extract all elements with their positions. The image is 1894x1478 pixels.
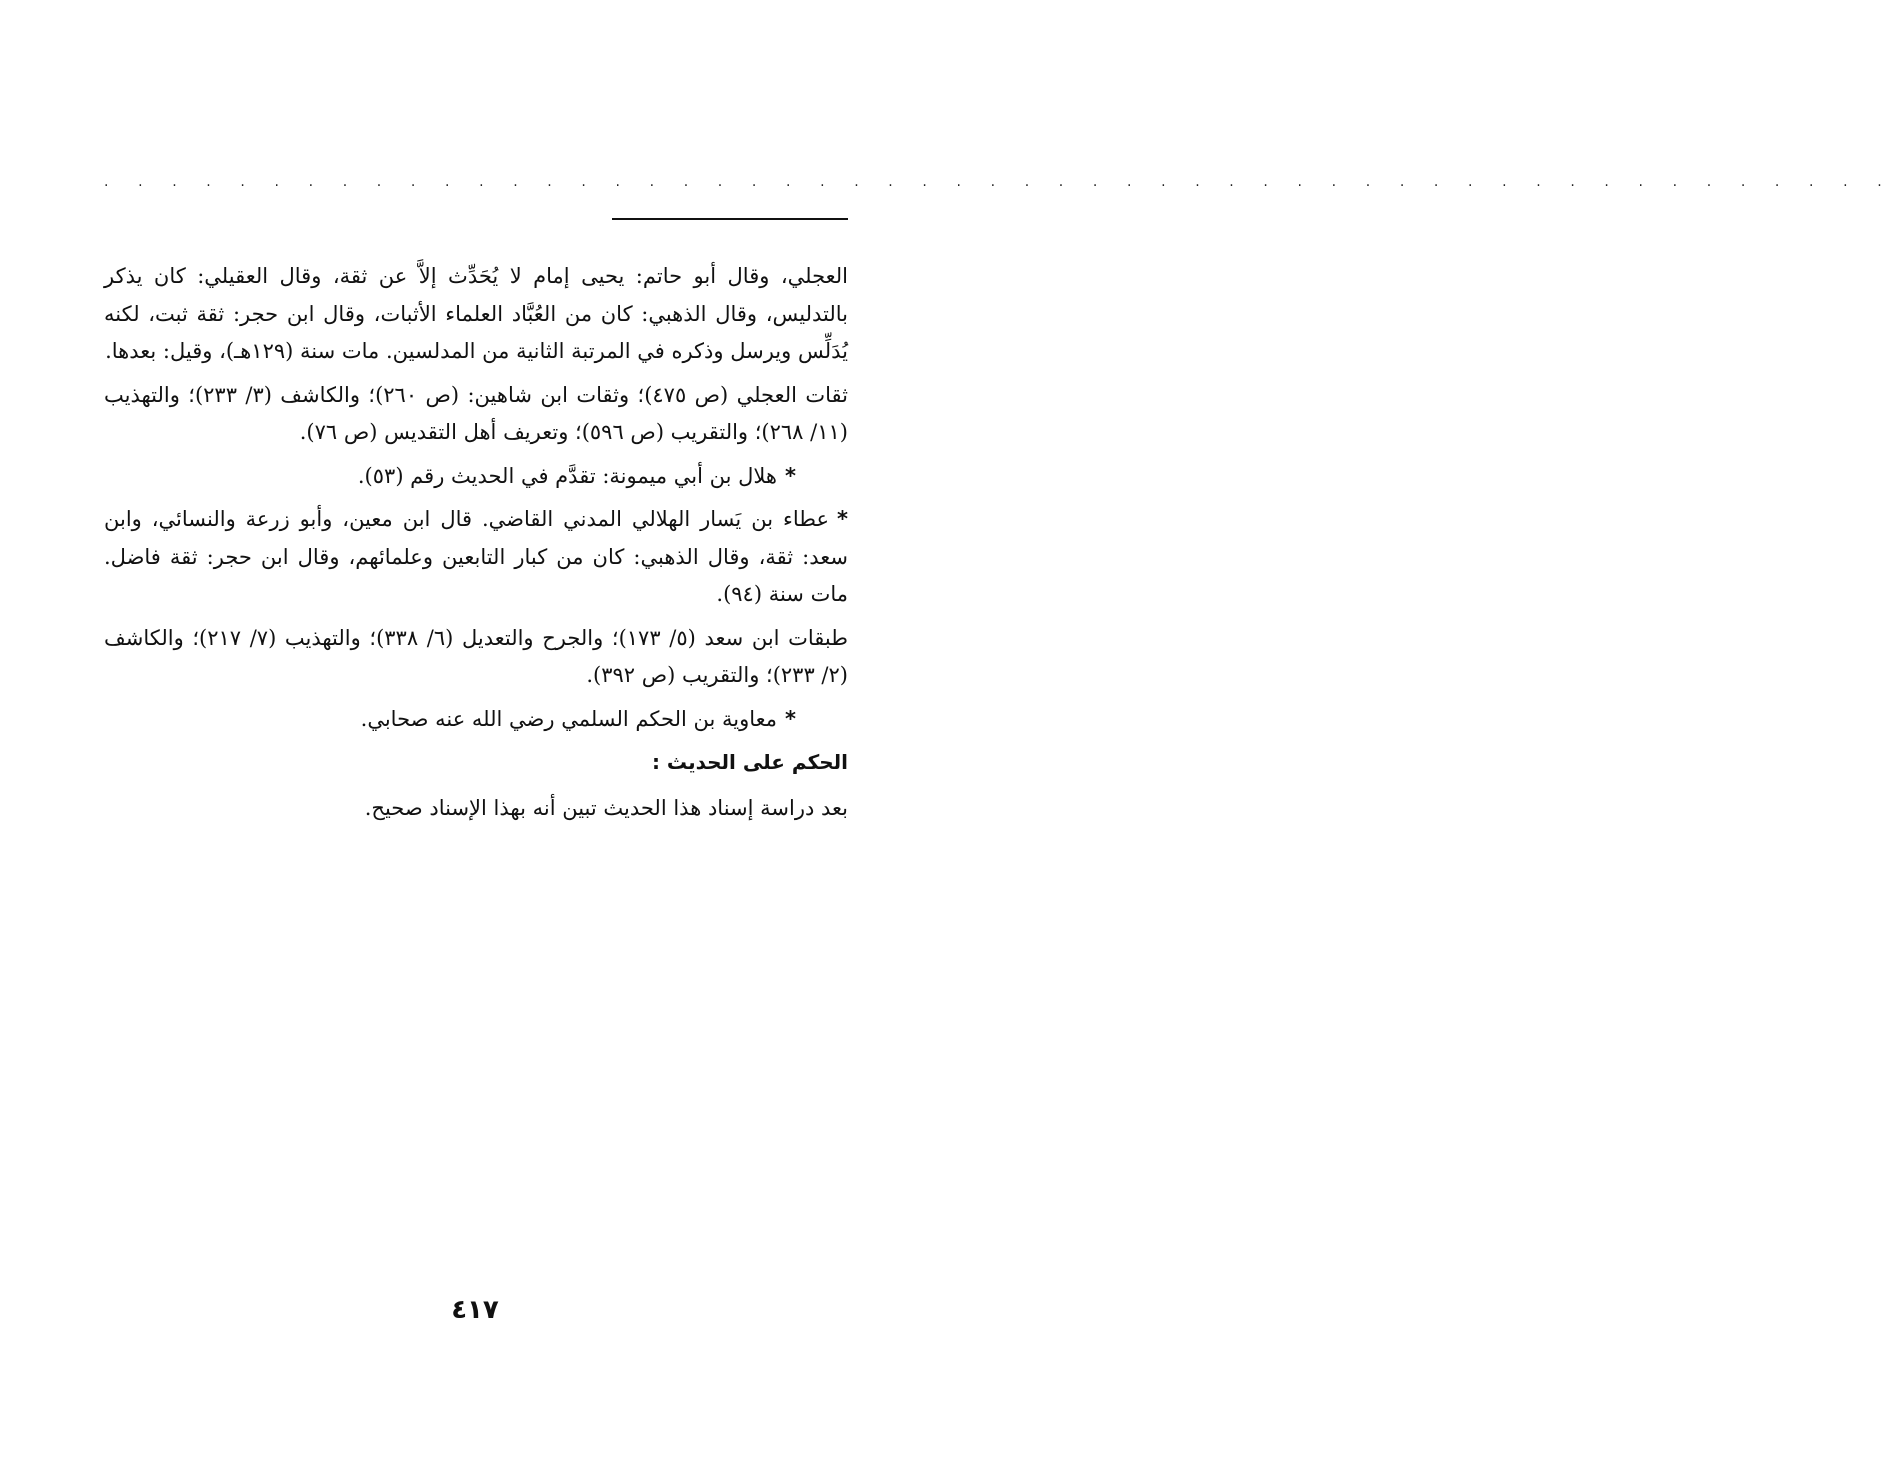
page-body xyxy=(104,258,848,833)
paragraph-text: العجلي، وقال أبو حاتم: يحيى إمام لا يُحَدِّث إلاَّ عن ثقة، وقال العقيلي: كان يذكر بالتدليس، وقال الذهبي: كان من العُبَّاد العلماء الأثبات، وقال ابن حجر: ثقة ثبت، لكنه يُدَلِّس ويرسل وذكره في المرتبة الثانية من المدلسين. مات سنة (١٢٩هـ)، وقيل: بعدها. xyxy=(104,264,848,363)
paragraph-text: هلال بن أبي ميمونة: تقدَّم في الحديث رقم (٥٣). xyxy=(357,463,778,488)
paragraph-narrator-notes xyxy=(104,258,848,371)
dotted-separator: . . . . . . . . . . . . . . . . . . . . . . . . . . . . . . . . . . . . . . . . . . . . . . . . . . . . . xyxy=(104,174,1894,190)
paragraph-text: معاوية بن الحكم السلمي رضي الله عنه صحابي. xyxy=(360,706,778,731)
paragraph-text: طبقات ابن سعد (٥/ ١٧٣)؛ والجرح والتعديل (٦/ ٣٣٨)؛ والتهذيب (٧/ ٢١٧)؛ والكاشف (٢/ ٢٣٣)؛ والتقريب (ص ٣٩٢). xyxy=(104,625,848,687)
paragraph-narrator-muawiya xyxy=(104,701,848,739)
bullet-star-icon: * xyxy=(785,706,796,731)
ruling-heading: الحكم على الحديث : xyxy=(651,750,848,774)
footnote-rule xyxy=(612,218,848,220)
paragraph-text: عطاء بن يَسار الهلالي المدني القاضي. قال ابن معين، وأبو زرعة والنسائي، وابن سعد: ثقة، وقال الذهبي: كان من كبار التابعين وعلمائهم، وقال ابن حجر: ثقة فاضل. مات سنة (٩٤). xyxy=(104,507,848,606)
bullet-star-icon: * xyxy=(785,463,796,488)
page-number: ٤١٧ xyxy=(451,1295,499,1325)
paragraph-narrator-ata xyxy=(104,501,848,614)
paragraph-narrator-hilal xyxy=(104,458,848,496)
paragraph-text: ثقات العجلي (ص ٤٧٥)؛ وثقات ابن شاهين: (ص ٢٦٠)؛ والكاشف (٣/ ٢٣٣)؛ والتهذيب (١١/ ٢٦٨)؛ والتقريب (ص ٥٩٦)؛ وتعريف أهل التقديس (ص ٧٦). xyxy=(104,382,848,444)
paragraph-sources-ata xyxy=(104,620,848,695)
paragraph-sources xyxy=(104,377,848,452)
ruling-text: بعد دراسة إسناد هذا الحديث تبين أنه بهذا الإسناد صحيح. xyxy=(364,795,848,820)
bullet-star-icon: * xyxy=(837,507,848,531)
